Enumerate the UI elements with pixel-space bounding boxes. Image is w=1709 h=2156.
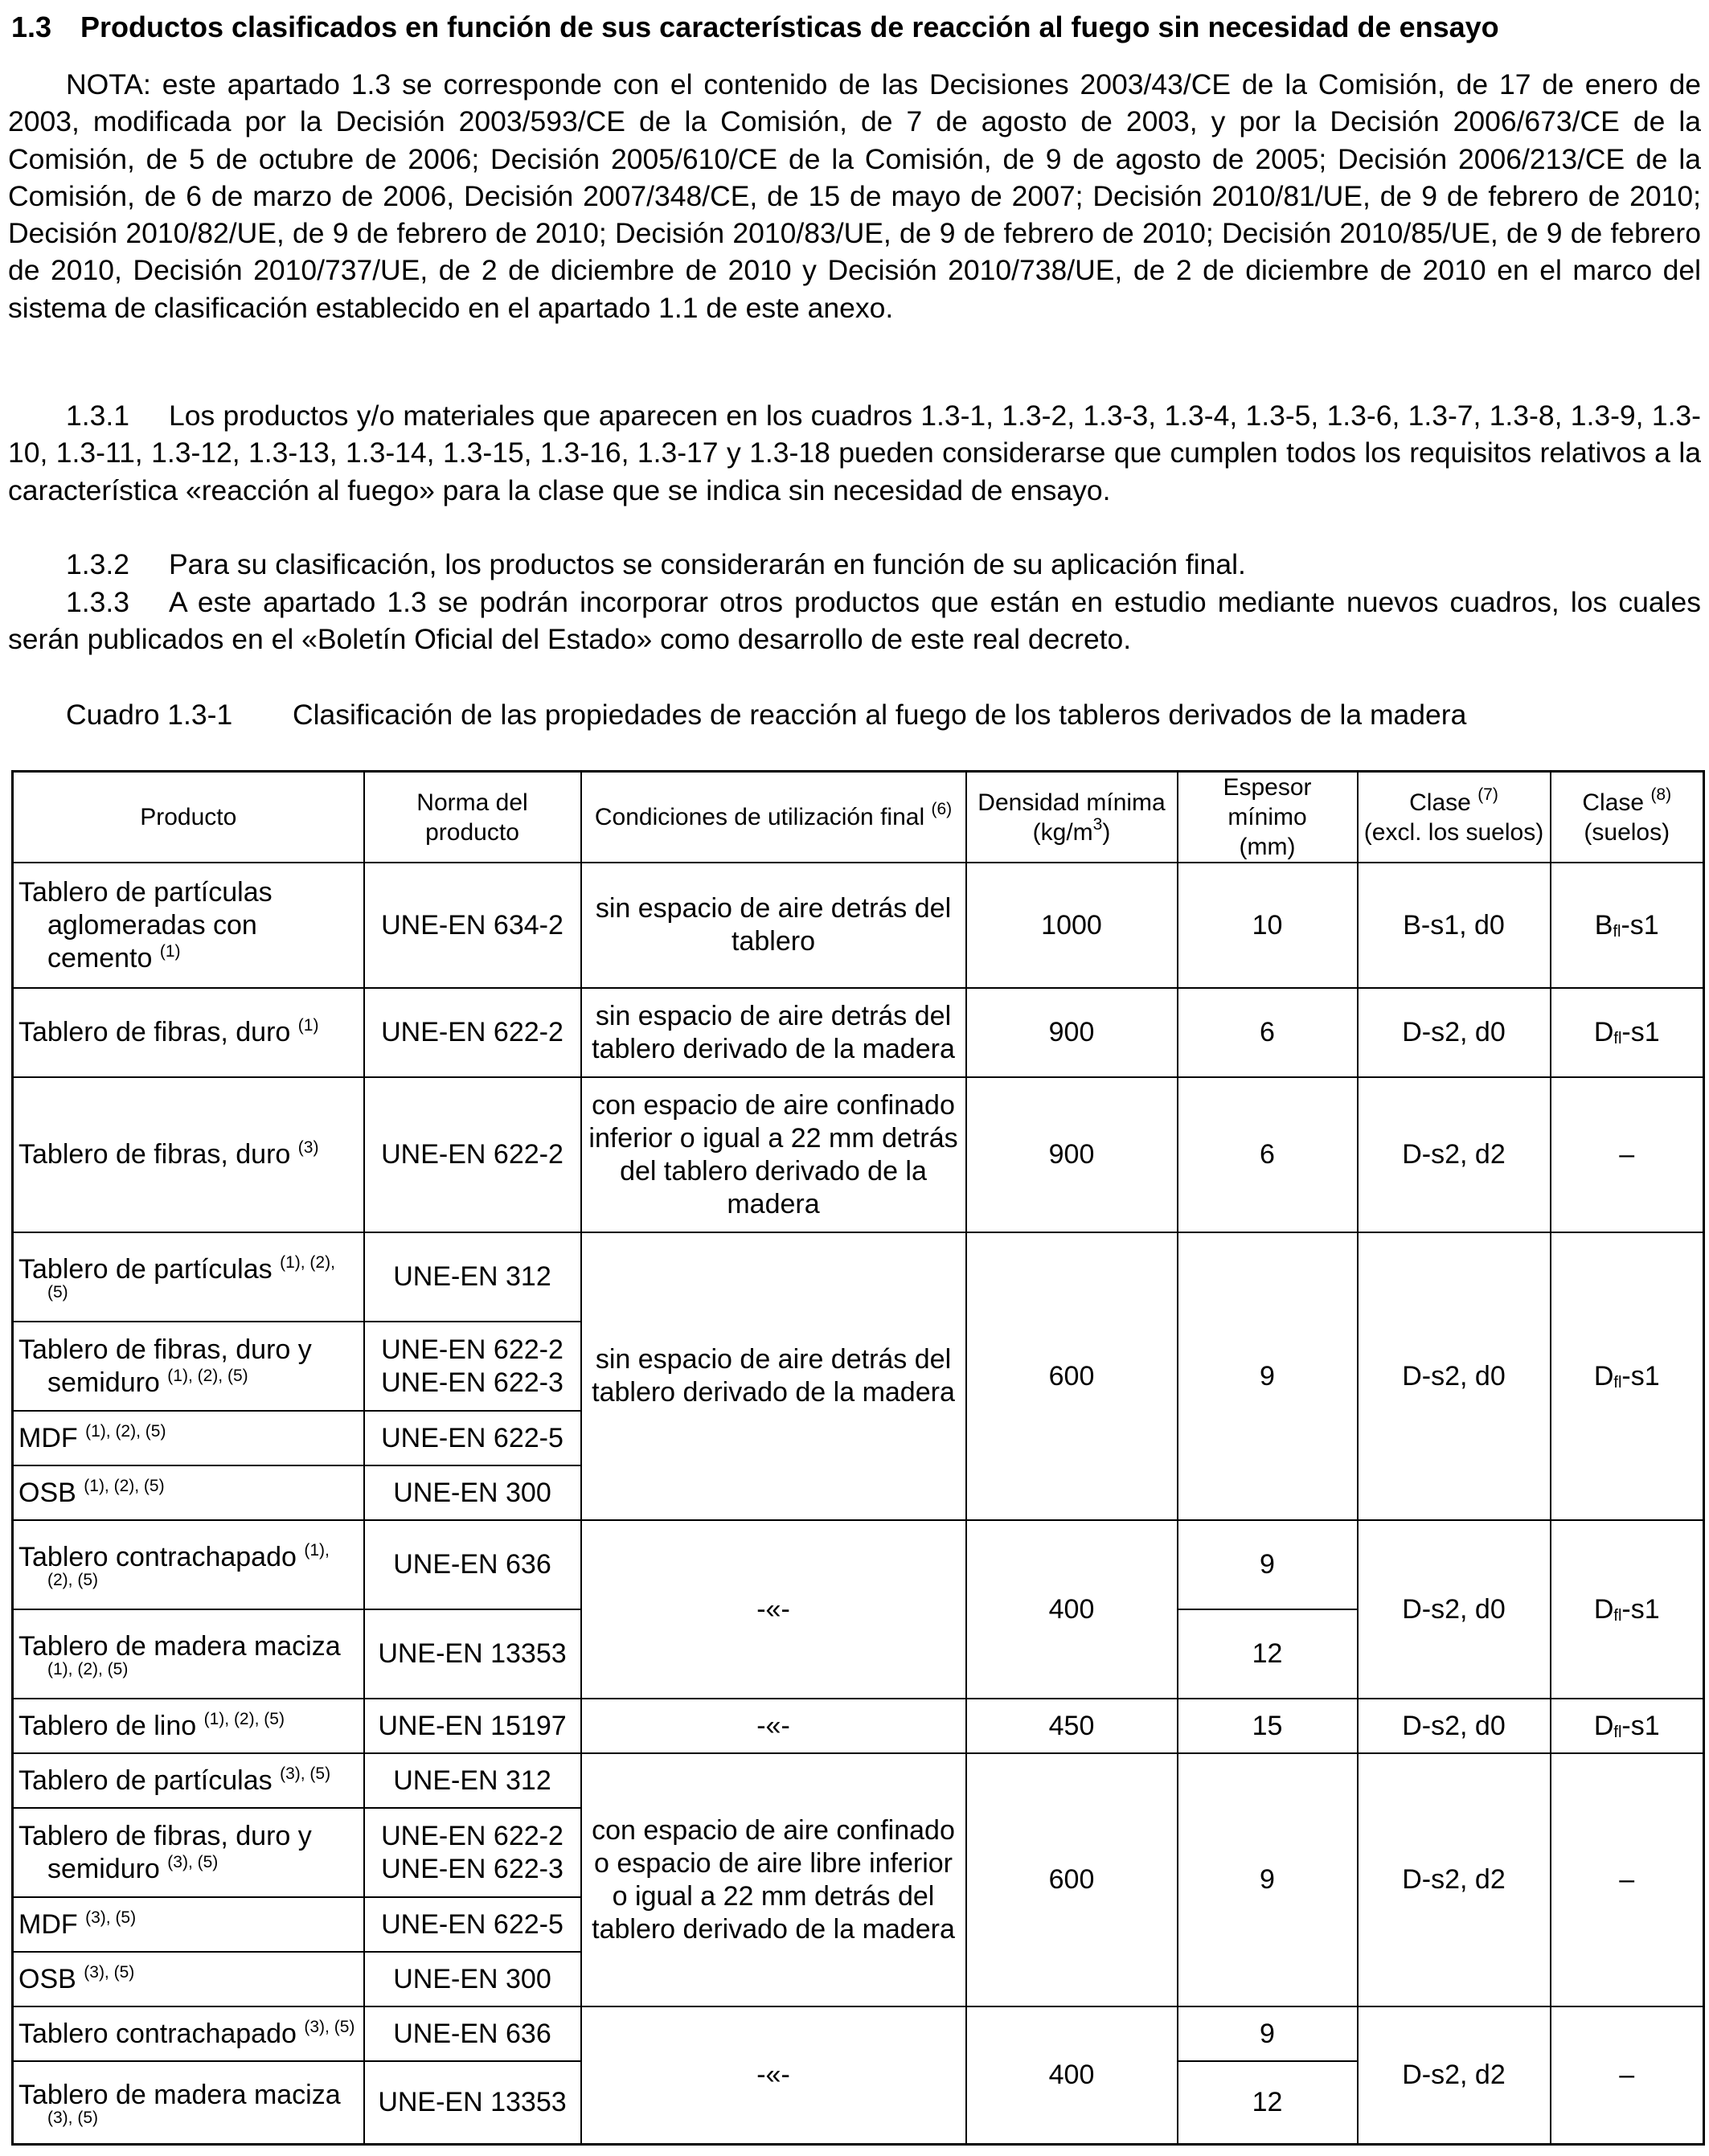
norma-cell: UNE-EN 13353 bbox=[364, 2061, 581, 2144]
table-header-row bbox=[13, 772, 1704, 863]
norma-cell: UNE-EN 312 bbox=[364, 1232, 581, 1322]
product-cell: Tablero de madera maciza (3), (5) bbox=[13, 2061, 364, 2144]
table-row bbox=[13, 1232, 1704, 1322]
clase-suelos-cell: $B_{fl}-s1$ bbox=[1551, 863, 1704, 988]
condiciones-cell: sin espacio de aire detrás del tablero derivado de la madera bbox=[581, 1232, 966, 1520]
clase-suelos-cell: $D_{fl}-s1$ bbox=[1551, 988, 1704, 1077]
paragraph-text: A este apartado 1.3 se podrán incorporar otros productos que están en estudio mediante nuevos cuadros, los cuales serán publicados en el «Boletín Oficial del Estado» como desarrollo de este real decreto. bbox=[8, 586, 1701, 656]
condiciones-cell: -«- bbox=[581, 2006, 966, 2144]
paragraph-1-3-2 bbox=[8, 546, 1701, 583]
clase-cell: D-s2, d2 bbox=[1358, 1077, 1551, 1232]
norma-cell: UNE-EN 634-2 bbox=[364, 863, 581, 988]
condiciones-cell: con espacio de aire confinado o espacio de aire libre inferior o igual a 22 mm detrás del tablero derivado de la madera bbox=[581, 1753, 966, 2006]
densidad-cell: 400 bbox=[966, 1520, 1178, 1699]
header-clase-suelos: Clase $^{(8)}$ (suelos) bbox=[1551, 772, 1704, 863]
espesor-cell: 12 bbox=[1178, 1609, 1358, 1699]
norma-cell: UNE-EN 636 bbox=[364, 1520, 581, 1609]
product-cell: Tablero contrachapado $^{(1),}$ (2), (5) bbox=[13, 1520, 364, 1609]
norma-cell: UNE-EN 15197 bbox=[364, 1699, 581, 1753]
table-caption-label: Cuadro 1.3-1 bbox=[66, 699, 233, 731]
header-densidad: Densidad mínima $(kg/m^3)$ bbox=[966, 772, 1178, 863]
condiciones-cell: con espacio de aire confinado inferior o igual a 22 mm detrás del tablero derivado de la madera bbox=[581, 1077, 966, 1232]
table-row bbox=[13, 1753, 1704, 1808]
clase-cell: D-s2, d0 bbox=[1358, 1232, 1551, 1520]
product-cell: Tablero de partículas $^{(3), (5)}$ bbox=[13, 1753, 364, 1808]
paragraph-text: Los productos y/o materiales que aparecen en los cuadros 1.3-1, 1.3-2, 1.3-3, 1.3-4, 1.3-5, 1.3-6, 1.3-7, 1.3-8, 1.3-9, 1.3-10, 1.3-11, 1.3-12, 1.3-13, 1.3-14, 1.3-15, 1.3-16, 1.3-17 y 1.3-18 pueden considerarse que cumplen todos los requisitos relativos a la característica «reacción al fuego» para la clase que se indica sin necesidad de ensayo. bbox=[8, 400, 1701, 506]
densidad-cell: 600 bbox=[966, 1232, 1178, 1520]
paragraph-label: 1.3.3 bbox=[66, 586, 129, 618]
header-norma: Norma del producto bbox=[364, 772, 581, 863]
reaction-to-fire-table bbox=[11, 770, 1705, 2146]
espesor-cell: 9 bbox=[1178, 1753, 1358, 2006]
norma-cell: UNE-EN 622-2 bbox=[364, 1077, 581, 1232]
espesor-cell: 6 bbox=[1178, 988, 1358, 1077]
section-number: 1.3 bbox=[11, 10, 52, 43]
espesor-cell: 9 bbox=[1178, 2006, 1358, 2061]
product-cell: Tablero de madera maciza (1), (2), (5) bbox=[13, 1609, 364, 1699]
note-paragraph: NOTA: este apartado 1.3 se corresponde con el contenido de las Decisiones 2003/43/CE de la Comisión, de 17 de enero de 2003, modificada por la Decisión 2003/593/CE de la Comisión, de 7 de agosto de 2003, y por la Decisión 2006/673/CE de la Comisión, de 5 de octubre de 2006; Decisión 2005/610/CE de la Comisión, de 9 de agosto de 2005; Decisión 2006/213/CE de la Comisión, de 6 de marzo de 2006, Decisión 2007/348/CE, de 15 de mayo de 2007; Decisión 2010/81/UE, de 9 de febrero de 2010; Decisión 2010/82/UE, de 9 de febrero de 2010; Decisión 2010/83/UE, de 9 de febrero de 2010; Decisión 2010/85/UE, de 9 de febrero de 2010, Decisión 2010/737/UE, de 2 de diciembre de 2010 y Decisión 2010/738/UE, de 2 de diciembre de 2010 en el marco del sistema de clasificación establecido en el apartado 1.1 de este anexo. bbox=[8, 68, 1701, 324]
section-heading bbox=[11, 10, 1499, 45]
clase-suelos-cell: $D_{fl}-s1$ bbox=[1551, 1520, 1704, 1699]
product-cell: Tablero contrachapado $^{(3), (5)}$ bbox=[13, 2006, 364, 2061]
clase-suelos-cell: $D_{fl}-s1$ bbox=[1551, 1699, 1704, 1753]
norma-cell: UNE-EN 622-2 bbox=[364, 988, 581, 1077]
densidad-cell: 400 bbox=[966, 2006, 1178, 2144]
espesor-cell: 15 bbox=[1178, 1699, 1358, 1753]
header-clase: Clase $^{(7)}$ (excl. los suelos) bbox=[1358, 772, 1551, 863]
condiciones-cell: -«- bbox=[581, 1699, 966, 1753]
clase-cell: B-s1, d0 bbox=[1358, 863, 1551, 988]
table-row bbox=[13, 1520, 1704, 1609]
densidad-cell: 900 bbox=[966, 988, 1178, 1077]
clase-suelos-cell: $D_{fl}-s1$ bbox=[1551, 1232, 1704, 1520]
product-cell: Tablero de partículas aglomeradas con cemento $^{(1)}$ bbox=[13, 863, 364, 988]
table-row bbox=[13, 1077, 1704, 1232]
table-row bbox=[13, 863, 1704, 988]
espesor-cell: 6 bbox=[1178, 1077, 1358, 1232]
clase-cell: D-s2, d0 bbox=[1358, 1520, 1551, 1699]
product-cell: OSB $^{(1), (2), (5)}$ bbox=[13, 1465, 364, 1520]
norma-cell: UNE-EN 622-2 UNE-EN 622-3 bbox=[364, 1322, 581, 1411]
norma-cell: UNE-EN 300 bbox=[364, 1465, 581, 1520]
table-caption bbox=[66, 696, 1466, 733]
product-cell: Tablero de fibras, duro y semiduro $^{(3), (5)}$ bbox=[13, 1808, 364, 1897]
norma-cell: UNE-EN 622-5 bbox=[364, 1411, 581, 1465]
header-condiciones: Condiciones de utilización final $^{(6)}$ bbox=[581, 772, 966, 863]
paragraph-text: Para su clasificación, los productos se considerarán en función de su aplicación final. bbox=[169, 548, 1246, 580]
espesor-cell: 12 bbox=[1178, 2061, 1358, 2144]
clase-suelos-cell: – bbox=[1551, 1077, 1704, 1232]
norma-cell: UNE-EN 13353 bbox=[364, 1609, 581, 1699]
paragraph-label: 1.3.1 bbox=[66, 400, 129, 432]
product-cell: Tablero de fibras, duro $^{(1)}$ bbox=[13, 988, 364, 1077]
clase-cell: D-s2, d0 bbox=[1358, 988, 1551, 1077]
product-cell: Tablero de partículas $^{(1), (2),}$ (5) bbox=[13, 1232, 364, 1322]
product-cell: Tablero de fibras, duro y semiduro $^{(1), (2), (5)}$ bbox=[13, 1322, 364, 1411]
densidad-cell: 1000 bbox=[966, 863, 1178, 988]
clase-cell: D-s2, d2 bbox=[1358, 1753, 1551, 2006]
clase-suelos-cell: – bbox=[1551, 1753, 1704, 2006]
table-caption-title: Clasificación de las propiedades de reacción al fuego de los tableros derivados de la madera bbox=[293, 699, 1467, 731]
table-row bbox=[13, 1699, 1704, 1753]
clase-cell: D-s2, d0 bbox=[1358, 1699, 1551, 1753]
espesor-cell: 9 bbox=[1178, 1520, 1358, 1609]
paragraph-1-3-1 bbox=[8, 397, 1701, 509]
condiciones-cell: sin espacio de aire detrás del tablero bbox=[581, 863, 966, 988]
clase-suelos-cell: – bbox=[1551, 2006, 1704, 2144]
section-title: Productos clasificados en función de sus características de reacción al fuego sin necesidad de ensayo bbox=[80, 10, 1499, 43]
densidad-cell: 900 bbox=[966, 1077, 1178, 1232]
product-cell: OSB $^{(3), (5)}$ bbox=[13, 1952, 364, 2006]
header-producto: Producto bbox=[13, 772, 364, 863]
paragraph-1-3-3 bbox=[8, 584, 1701, 658]
paragraph-label: 1.3.2 bbox=[66, 548, 129, 580]
norma-cell: UNE-EN 312 bbox=[364, 1753, 581, 1808]
table-row bbox=[13, 2006, 1704, 2061]
condiciones-cell: -«- bbox=[581, 1520, 966, 1699]
norma-cell: UNE-EN 636 bbox=[364, 2006, 581, 2061]
condiciones-cell: sin espacio de aire detrás del tablero derivado de la madera bbox=[581, 988, 966, 1077]
table-row bbox=[13, 988, 1704, 1077]
clase-cell: D-s2, d2 bbox=[1358, 2006, 1551, 2144]
norma-cell: UNE-EN 622-2 UNE-EN 622-3 bbox=[364, 1808, 581, 1897]
densidad-cell: 450 bbox=[966, 1699, 1178, 1753]
densidad-cell: 600 bbox=[966, 1753, 1178, 2006]
espesor-cell: 10 bbox=[1178, 863, 1358, 988]
product-cell: Tablero de fibras, duro $^{(3)}$ bbox=[13, 1077, 364, 1232]
espesor-cell: 9 bbox=[1178, 1232, 1358, 1520]
norma-cell: UNE-EN 300 bbox=[364, 1952, 581, 2006]
header-espesor: Espesor mínimo (mm) bbox=[1178, 772, 1358, 863]
norma-cell: UNE-EN 622-5 bbox=[364, 1897, 581, 1952]
product-cell: MDF $^{(1), (2), (5)}$ bbox=[13, 1411, 364, 1465]
product-cell: Tablero de lino $^{(1), (2), (5)}$ bbox=[13, 1699, 364, 1753]
product-cell: MDF $^{(3), (5)}$ bbox=[13, 1897, 364, 1952]
